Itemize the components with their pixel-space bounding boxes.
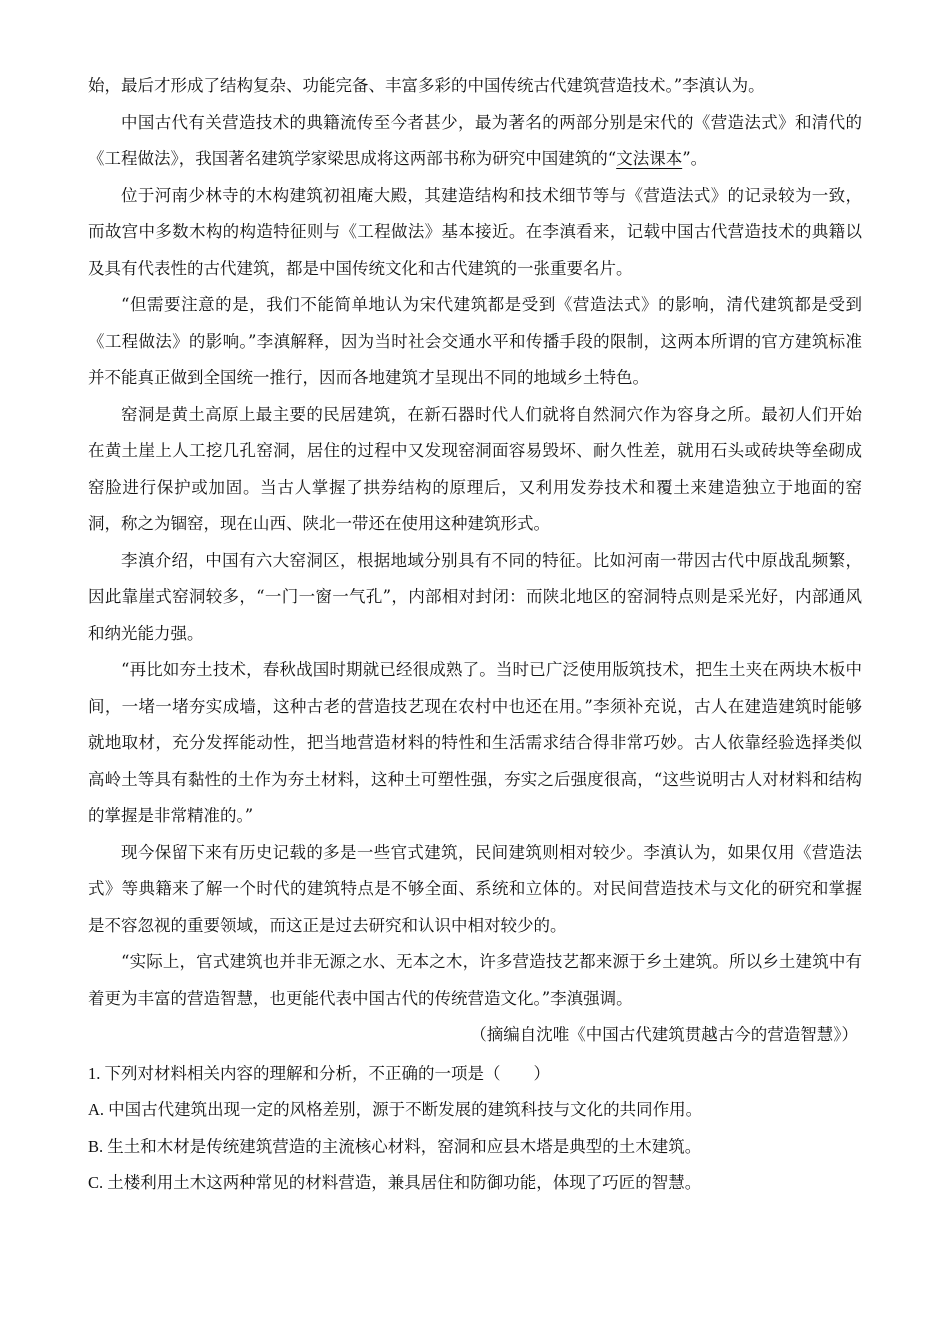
paragraph-text: ”。 bbox=[682, 149, 708, 168]
paragraph: “但需要注意的是，我们不能简单地认为宋代建筑都是受到《营造法式》的影响，清代建筑都是受到《工程做法》的影响。”李滇解释，因为当时社会交通水平和传播手段的限制，这两本所谓的官方建筑标准并不能真正做到全国统一推行，因而各地建筑才呈现出不同的地域乡土特色。 bbox=[88, 295, 862, 387]
option-b: B. 生土和木材是传统建筑营造的主流核心材料，窑洞和应县木塔是典型的土木建筑。 bbox=[88, 1136, 702, 1156]
option-a: A. 中国古代建筑出现一定的风格差别，源于不断发展的建筑科技与文化的共同作用。 bbox=[88, 1100, 703, 1119]
paragraph: 位于河南少林寺的木构建筑初祖庵大殿，其建造结构和技术细节等与《营造法式》的记录较为一致，而故宫中多数木构的构造特征则与《工程做法》基本接近。在李滇看来，记载中国古代营造技术的典籍以及具有代表性的古代建筑，都是中国传统文化和古代建筑的一张重要名片。 bbox=[88, 185, 862, 278]
paragraph: 窑洞是黄土高原上最主要的民居建筑，在新石器时代人们就将自然洞穴作为容身之所。最初人们开始在黄土崖上人工挖几孔窑洞，居住的过程中又发现窑洞面容易毁坏、耐久性差，就用石头或砖块等垒砌成窑脸进行保护或加固。当古人掌握了拱券结构的原理后，又利用发券技术和覆土来建造独立于地面的窑洞，称之为锢窑，现在山西、陕北一带还在使用这种建筑形式。 bbox=[88, 404, 862, 533]
paragraph-text: 中国古代有关营造技术的典籍流传至今者甚少，最为著名的两部分别是宋代的《营造法式》和清代的《工程做法》，我国著名建筑学家梁思成将这两部书称为研究中国建筑的“ bbox=[88, 112, 862, 168]
paragraph: 始，最后才形成了结构复杂、功能完备、丰富多彩的中国传统古代建筑营造技术。”李滇认为。 bbox=[88, 76, 765, 95]
underlined-term: 文法课本 bbox=[616, 149, 683, 168]
option-c: C. 土楼利用土木这两种常见的材料营造，兼具居住和防御功能，体现了巧匠的智慧。 bbox=[88, 1173, 702, 1192]
paragraph-classics bbox=[88, 105, 862, 178]
paragraph: 现今保留下来有历史记载的多是一些官式建筑，民间建筑则相对较少。李滇认为，如果仅用《营造法式》等典籍来了解一个时代的建筑特点是不够全面、系统和立体的。对民间营造技术与文化的研究和掌握是不容忽视的重要领域，而这正是过去研究和认识中相对较少的。 bbox=[88, 842, 862, 935]
question-stem: 1. 下列对材料相关内容的理解和分析，不正确的一项是（ ） bbox=[88, 1063, 550, 1083]
paragraph: 李滇介绍，中国有六大窑洞区，根据地域分别具有不同的特征。比如河南一带因古代中原战乱频繁，因此靠崖式窑洞较多，“一门一窗一气孔”，内部相对封闭：而陕北地区的窑洞特点则是采光好，内部通风和纳光能力强。 bbox=[88, 550, 862, 643]
paragraph: “实际上，官式建筑也并非无源之水、无本之木，许多营造技艺都来源于乡土建筑。所以乡土建筑中有着更为丰富的营造智慧，也更能代表中国古代的传统营造文化。”李滇强调。 bbox=[88, 952, 862, 1008]
paragraph: “再比如夯土技术，春秋战国时期就已经很成熟了。当时已广泛使用版筑技术，把生土夹在两块木板中间，一堵一堵夯实成墙，这种古老的营造技艺现在农村中也还在用。”李须补充说，古人在建造建筑时能够就地取材，充分发挥能动性，把当地营造材料的特性和生活需求结合得非常巧妙。古人依靠经验选择类似高岭土等具有黏性的土作为夯土材料，这种土可塑性强，夯实之后强度很高，“这些说明古人对材料和结构的掌握是非常精准的。” bbox=[88, 660, 862, 825]
article-source: （摘编自沈唯《中国古代建筑贯越古今的营造智慧》） bbox=[470, 1025, 858, 1044]
